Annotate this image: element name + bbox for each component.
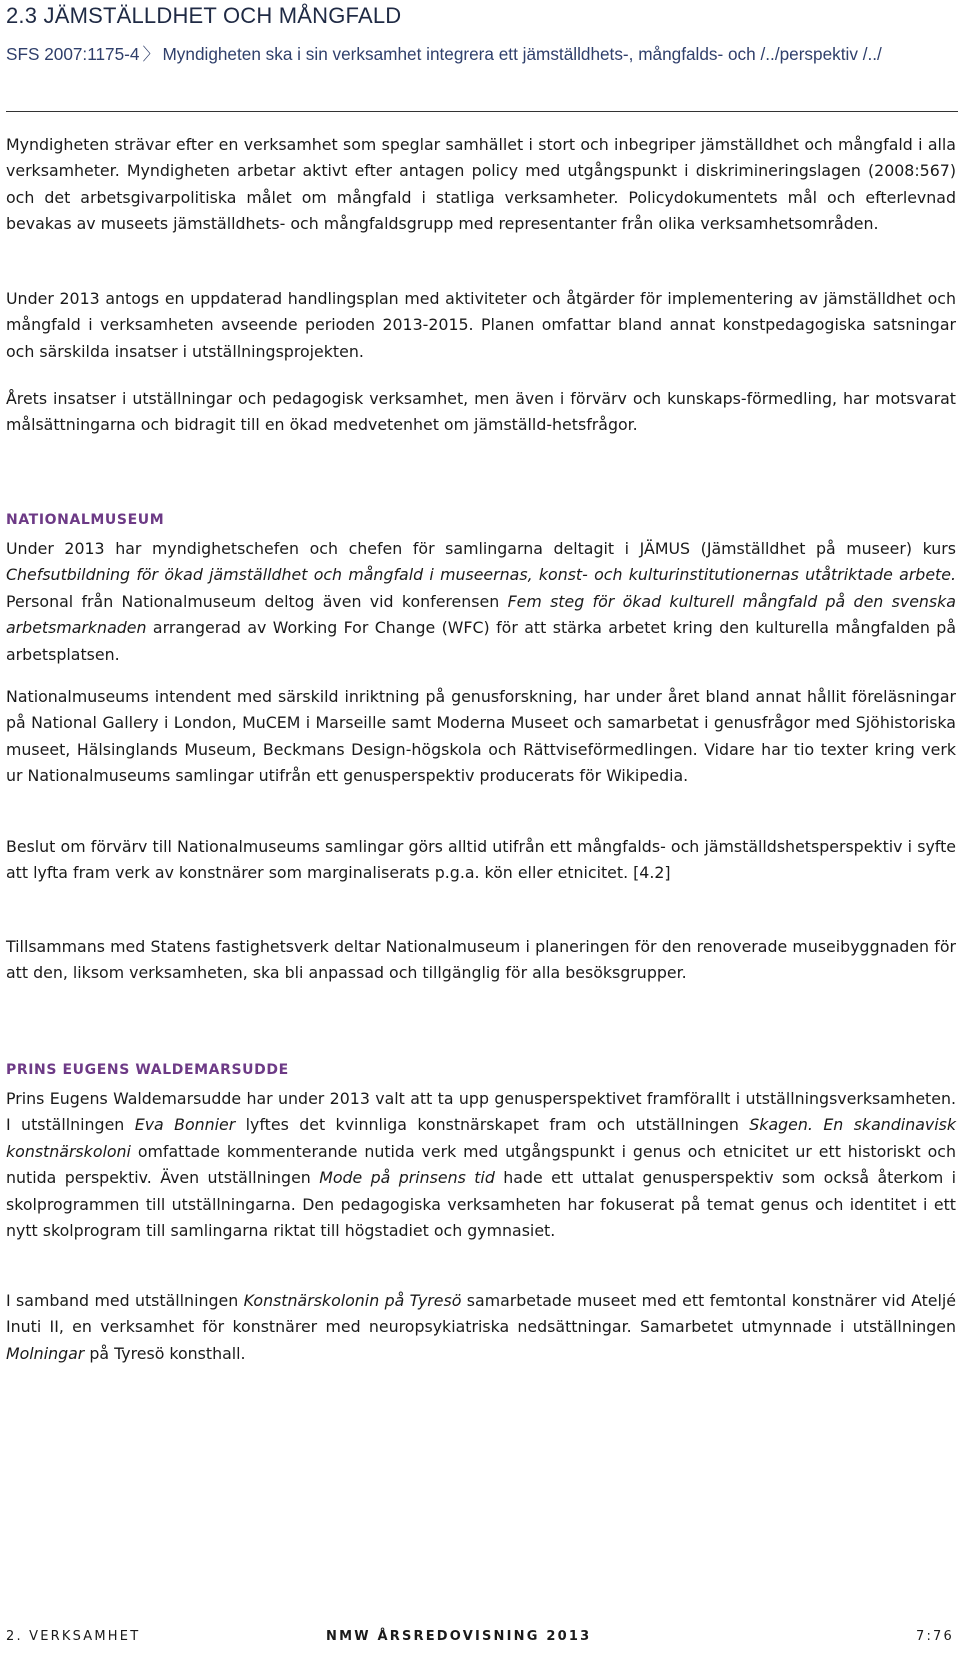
text-run: I samband med utställningen	[6, 1291, 244, 1310]
chevron-right-icon: 〉	[142, 45, 160, 64]
exhibition-title: Molningar	[6, 1343, 85, 1363]
paragraph-text	[6, 1288, 956, 1367]
text-run: omfattade kommenterande nutida verk med utgångspunkt i genus och etnicitet ur ett historiskt och nutida perspektiv. Även utställningen	[6, 1141, 956, 1188]
text-run: Personal från Nationalmuseum deltog även vid konferensen	[6, 591, 508, 611]
text-run: Under 2013 har myndighetschefen och chefen för samlingarna deltagit i JÄMUS (Jämställdhet på museer) kurs	[6, 539, 956, 558]
paragraph-text	[6, 536, 956, 668]
paragraph-text: Nationalmuseums intendent med särskild inriktning på genusforskning, har under året bland annat hållit föreläsningar på National Gallery i London, MuCEM i Marseille samt Moderna Museet och samarbetat i genusfrågor med Sjöhistoriska museet, Hälsinglands Museum, Beckmans Design-högskola och Rättviseförmedlingen. Vidare har tio texter kring verk ur Nationalmuseums samlingar utifrån ett genusperspektiv producerats för Wikipedia.	[6, 687, 956, 786]
text-run: på Tyresö konsthall.	[84, 1343, 246, 1363]
paragraph-text: Under 2013 antogs en uppdaterad handlingsplan med aktiviteter och åtgärder för implementering av jämställdhet och mångfald i verksamheten avseende perioden 2013-2015. Planen omfattar bland annat konstpedagogiska satsningar och särskilda insatser i utställningsprojekten.	[6, 289, 956, 361]
text-run: samarbetade museet med ett femtontal konstnärer vid Ateljé Inuti II, en verksamhet för konstnärer med neuropsykiatriska nedsättningar. Samarbetet utmynnade i utställningen	[6, 1291, 957, 1337]
paragraph-text: Myndigheten strävar efter en verksamhet som speglar samhället i stort och inbegriper jämställdhet och mångfald i alla verksamheter. Myndigheten arbetar aktivt efter antagen policy med utgångspunkt i diskrimineringslagen (2008:567) och det arbetsgivarpolitiska målet om mångfald i statliga verksamheter. Policydokumentets mål och efterlevnad bevakas av museets jämställdhets- och mångfaldsgrupp med representanter från olika verksamhetsområden.	[6, 135, 956, 234]
nationalmuseum-paragraph-2	[6, 684, 956, 790]
nationalmuseum-paragraph-4	[6, 934, 956, 987]
heading-waldemarsudde: PRINS EUGENS WALDEMARSUDDE	[6, 1062, 289, 1078]
reference-code: SFS 2007:1175-4	[6, 44, 140, 64]
exhibition-title: Mode på prinsens tid	[319, 1168, 495, 1188]
exhibition-title: Konstnärskolonin på Tyresö	[243, 1291, 462, 1310]
paragraph-text: Tillsammans med Statens fastighetsverk deltar Nationalmuseum i planeringen för den renoverade museibyggnaden för att den, liksom verksamheten, ska bli anpassad och tillgänglig för alla besöksgrupper.	[6, 937, 956, 983]
paragraph-text: Beslut om förvärv till Nationalmuseums samlingar görs alltid utifrån ett mångfalds- och jämställdshetsperspektiv i syfte att lyfta fram verk av konstnärer som marginaliserats p.g.a. kön eller etnicitet. [4.2]	[6, 837, 956, 883]
nationalmuseum-paragraph-3	[6, 834, 956, 887]
exhibition-title: Eva Bonnier	[134, 1115, 236, 1135]
conference-title: Fem steg för ökad kulturell mångfald på den svenska arbetsmarknaden	[6, 591, 956, 638]
paragraph-text: Årets insatser i utställningar och pedagogisk verksamhet, men även i förvärv och kunskaps-förmedling, har motsvarat målsättningarna och bidragit till en ökad medvetenhet om jämställd-hetsfrågor.	[6, 389, 956, 435]
heading-nationalmuseum: NATIONALMUSEUM	[6, 512, 165, 528]
intro-paragraph-2	[6, 286, 956, 365]
text-run: Prins Eugens Waldemarsudde har under 2013 valt att ta upp genusperspektivet framförallt i utställningsverksamheten. I utställningen	[6, 1089, 956, 1135]
waldemarsudde-paragraph-2	[6, 1288, 956, 1367]
section-title: 2.3 JÄMSTÄLLDHET OCH MÅNGFALD	[6, 3, 402, 28]
text-run: arrangerad av Working For Change (WFC) för att stärka arbetet kring den kulturella mångfalden på arbetsplatsen.	[6, 618, 956, 664]
course-title: Chefsutbildning för ökad jämställdhet och mångfald i museernas, konst- och kulturinstitutionernas utåtriktade arbete.	[6, 565, 956, 585]
waldemarsudde-paragraph-1	[6, 1086, 956, 1244]
header-divider	[6, 111, 958, 112]
exhibition-title: Skagen. En skandinavisk konstnärskoloni	[6, 1115, 956, 1161]
intro-paragraph-1	[6, 132, 956, 238]
text-run: lyftes det kvinnliga konstnärskapet fram och utställningen	[235, 1115, 750, 1135]
reference-text: Myndigheten ska i sin verksamhet integrera ett jämställdhets-, mångfalds- och /../perspektiv /../	[162, 44, 882, 64]
legal-reference	[6, 42, 951, 67]
document-page	[6, 0, 957, 1653]
intro-paragraph-3	[6, 386, 956, 439]
footer-section: 2. VERKSAMHET	[6, 1629, 141, 1644]
footer-report-title: NMW ÅRSREDOVISNING 2013	[326, 1629, 592, 1644]
nationalmuseum-paragraph-1	[6, 536, 956, 668]
paragraph-text	[6, 1086, 956, 1244]
page-number: 7:76	[916, 1629, 954, 1644]
text-run: hade ett uttalat genusperspektiv som också återkom i skolprogrammen till utställningarna. Den pedagogiska verksamheten har fokuserat på temat genus och identitet i ett nytt skolprogram till samlingarna riktat till högstadiet och gymnasiet.	[6, 1168, 956, 1241]
